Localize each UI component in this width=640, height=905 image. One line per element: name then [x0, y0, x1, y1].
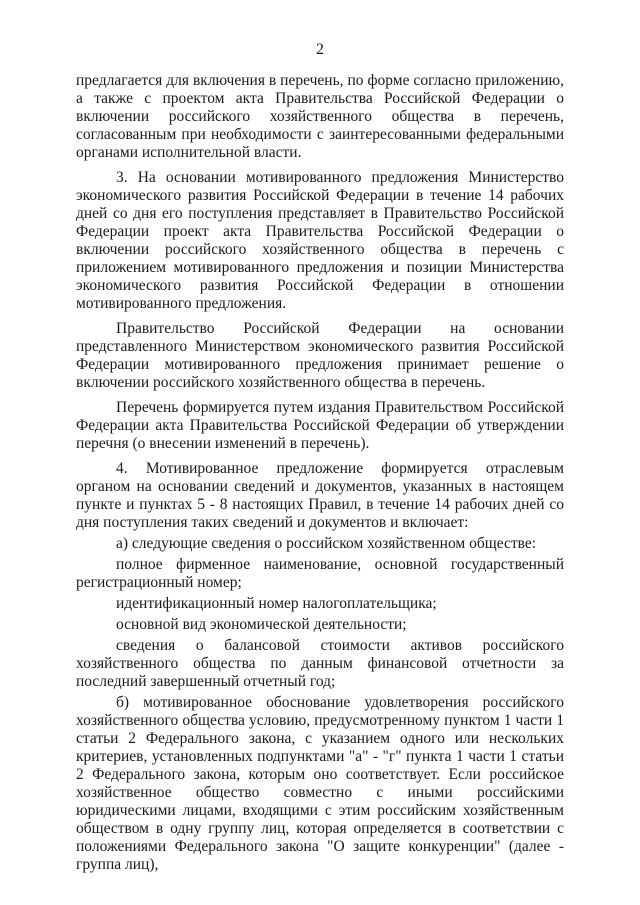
paragraph-list-formation: Перечень формируется путем издания Правительством Российской Федерации акта Правительства Российской Федерации об утверждении перечня (о внесении изменений в перечень). [76, 399, 564, 452]
paragraph-subitem-b: б) мотивированное обоснование удовлетворения российского хозяйственного общества условию, предусмотренному пунктом 1 части 1 статьи 2 Федерального закона, с указанием одного или нескольких критериев, установленных подпунктами "а" - "г" пункта 1 части 1 статьи 2 Федерального закона, которым оно соответствует. Если российское хозяйственное общество совместно с иными российскими юридическими лицами, входящими с этим российским хозяйственным обществом в одну группу лиц, которая определяется в соответствии с положениями Федерального закона "О защите конкуренции" (далее - группа лиц), [76, 694, 564, 873]
paragraph-taxpayer-id: идентификационный номер налогоплательщика; [116, 595, 437, 612]
paragraph-balance-value: сведения о балансовой стоимости активов российского хозяйственного общества по данным финансовой отчетности за последний завершенный отчетный год; [76, 637, 564, 690]
paragraph-activity-type: основной вид экономической деятельности; [116, 616, 407, 633]
paragraph-item-3: 3. На основании мотивированного предложения Министерство экономического развития Российской Федерации в течение 14 рабочих дней со дня его поступления представляет в Правительство Российской Федерации проект акта Правительства Российской Федерации о включении российского хозяйственного общества в перечень с приложением мотивированного предложения и позиции Министерства экономического развития Российской Федерации в отношении мотивированного предложения. [76, 169, 564, 312]
page-number: 2 [316, 41, 324, 58]
paragraph-government-decision: Правительство Российской Федерации на основании представленного Министерством экономического развития Российской Федерации мотивированного предложения принимает решение о включении российского хозяйственного общества в перечень. [76, 320, 564, 391]
document-body [76, 72, 564, 874]
paragraph-continuation: предлагается для включения в перечень, по форме согласно приложению, а также с проектом акта Правительства Российской Федерации о включении российского хозяйственного общества в перечень, согласованным при необходимости с заинтересованными федеральными органами исполнительной власти. [76, 72, 564, 161]
paragraph-item-4: 4. Мотивированное предложение формируется отраслевым органом на основании сведений и документов, указанных в настоящем пункте и пунктах 5 - 8 настоящих Правил, в течение 14 рабочих дней со дня поступления таких сведений и документов и включает: [76, 460, 564, 531]
paragraph-subitem-a: а) следующие сведения о российском хозяйственном обществе: [116, 535, 537, 552]
paragraph-full-name: полное фирменное наименование, основной государственный регистрационный номер; [76, 556, 564, 591]
